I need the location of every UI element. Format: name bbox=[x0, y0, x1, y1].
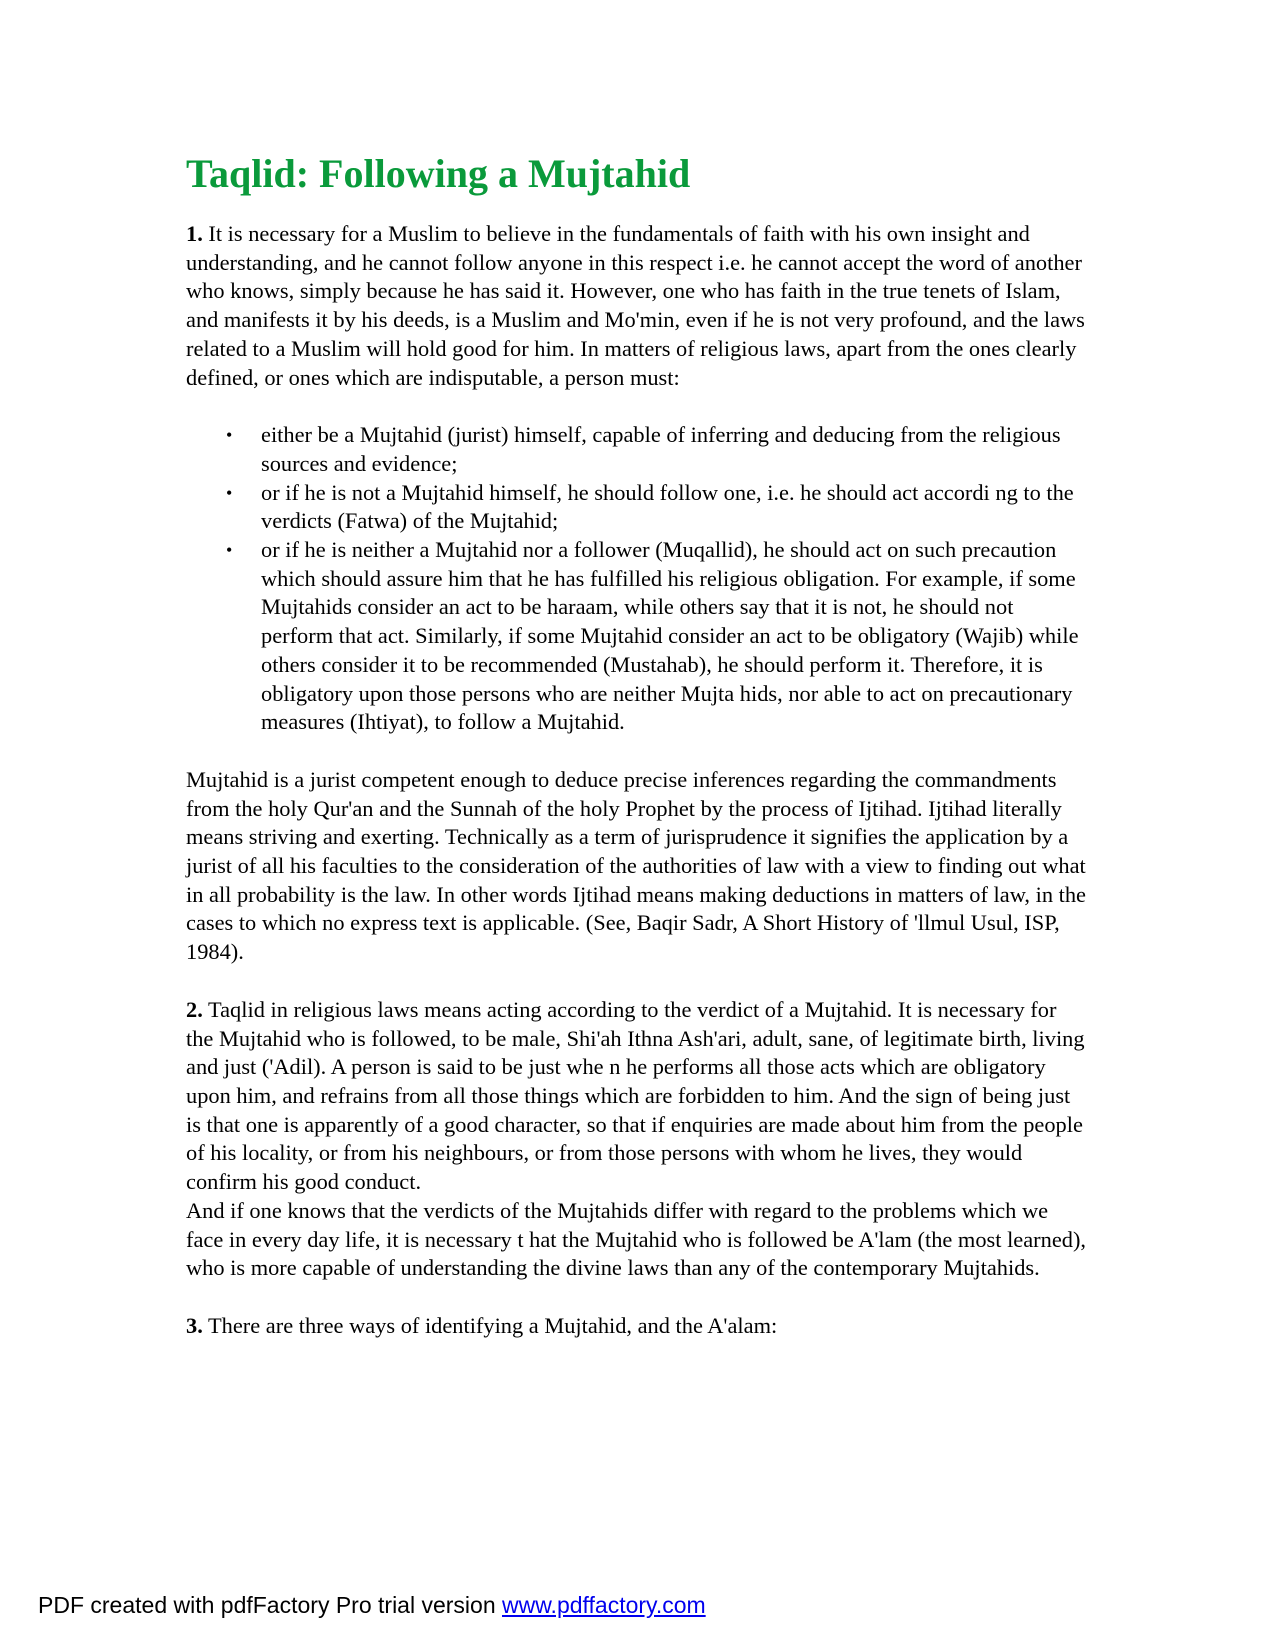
mujtahid-definition-paragraph: Mujtahid is a jurist competent enough to deduce precise inferences regarding the commandments from the holy Qur'an and the Sunnah of the holy Prophet by the process of Ijtihad. Ijtihad literally means striving and exerting. Technically as a term of jurisprudence it signifies the application by a jurist of all his faculties to the consideration of the authorities of law with a view to finding out what in all probability is the law. In other words Ijtihad means making deductions in matters of law, in the cases to which no express text is applicable. (See, Baqir Sadr, A Short History of 'llmul Usul, ISP, 1984). bbox=[186, 766, 1086, 965]
list-item bbox=[186, 479, 1086, 536]
footer-text: PDF created with pdfFactory Pro trial version bbox=[38, 1592, 502, 1618]
paragraph-2-continued: And if one knows that the verdicts of the Mujtahids differ with regard to the problems which we face in every day life, it is necessary t hat the Mujtahid who is followed be A'lam (the most learned), who is more capable of understanding the divine laws than any of the contemporary Mujtahids. bbox=[186, 1197, 1087, 1281]
bullet-icon: • bbox=[226, 540, 233, 561]
paragraph-3 bbox=[186, 1312, 1086, 1341]
paragraph-3-text: There are three ways of identifying a Mujtahid, and the A'alam: bbox=[208, 1312, 778, 1338]
list-item-text: or if he is not a Mujtahid himself, he should follow one, i.e. he should act accordi ng to the verdicts (Fatwa) of the Mujtahid; bbox=[261, 479, 1074, 534]
list-item-text: either be a Mujtahid (jurist) himself, capable of inferring and deducing from the religious sources and evidence; bbox=[261, 422, 1061, 476]
bullet-icon: • bbox=[226, 482, 233, 503]
paragraph-3-number: 3. bbox=[186, 1312, 203, 1338]
paragraph-1-number: 1. bbox=[186, 221, 203, 246]
pdf-footer bbox=[38, 1590, 706, 1620]
page-title: Taqlid: Following a Mujtahid bbox=[186, 151, 691, 196]
list-item bbox=[186, 536, 1086, 737]
pdffactory-link[interactable]: www.pdffactory.com bbox=[502, 1592, 706, 1618]
paragraph-2-text: Taqlid in religious laws means acting according to the verdict of a Mujtahid. It is necessary for the Mujtahid who is followed, to be male, Shi'ah Ithna Ash'ari, adult, sane, of legitimate birth, living and just ('Adil). A person is said to be just whe n he performs all those acts which are obligatory upon him, and refrains from all those things which are forbidden to him. And the sign of being just is that one is apparently of a good character, so that if enquiries are made about him from the people of his locality, or from his neighbours, or from those persons with whom he lives, they would confirm his good conduct. bbox=[186, 996, 1085, 1195]
paragraph-2-number: 2. bbox=[186, 996, 203, 1022]
list-item-text: or if he is neither a Mujtahid nor a follower (Muqallid), he should act on such precaution which should assure him that he has fulfilled his religious obligation. For example, if some Mujtahids consider an act to be haraam, while others say that it is not, he should not perform that act. Similarly, if some Mujtahid consider an act to be obligatory (Wajib) while others consider it to be recommended (Mustahab), he should perform it. Therefore, it is obligatory upon those persons who are neither Mujta hids, nor able to act on precautionary measures (Ihtiyat), to follow a Mujtahid. bbox=[261, 537, 1079, 735]
bullet-icon: • bbox=[226, 425, 233, 446]
list-item bbox=[186, 421, 1086, 478]
requirements-list bbox=[186, 421, 1086, 737]
document-body bbox=[186, 150, 1086, 1341]
paragraph-1-text: It is necessary for a Muslim to believe in the fundamentals of faith with his own insight and understanding, and he cannot follow anyone in this respect i.e. he cannot accept the word of another who knows, simply because he has said it. However, one who has faith in the true tenets of Islam, and manifests it by his deeds, is a Muslim and Mo'min, even if he is not very profound, and the laws related to a Muslim will hold good for him. In matters of religious laws, apart from the ones clearly defined, or ones which are indisputable, a person must: bbox=[186, 221, 1085, 390]
paragraph-1 bbox=[186, 220, 1086, 392]
paragraph-2 bbox=[186, 996, 1086, 1197]
